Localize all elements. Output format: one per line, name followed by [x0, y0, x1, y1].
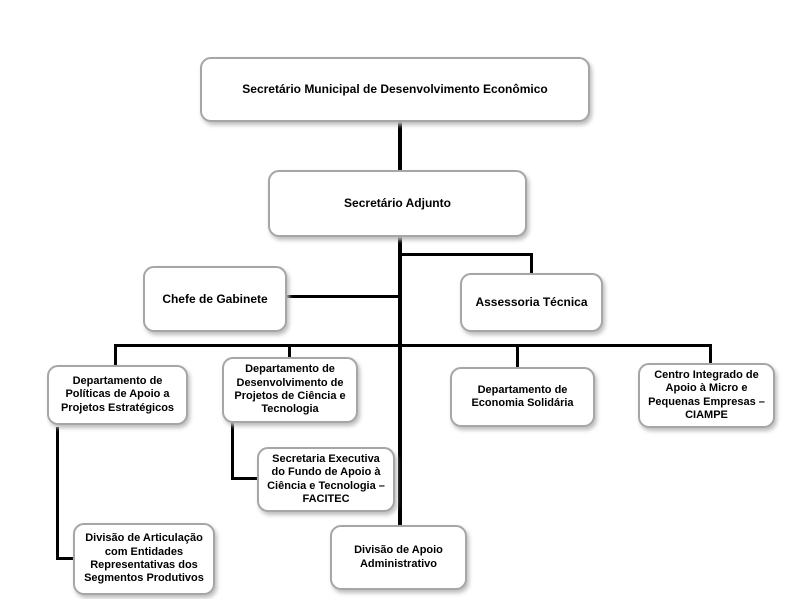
node-divisao-apoio-administrativo: Divisão de Apoio Administrativo [330, 525, 467, 590]
connector-spine-top [398, 122, 402, 172]
connector-facitec-horizontal [231, 477, 260, 480]
connector-stub-economia [516, 344, 519, 369]
node-secretario-municipal: Secretário Municipal de Desenvolvimento Econômico [200, 57, 590, 122]
connector-stub-politicas [114, 344, 117, 367]
node-dep-desenvolvimento-projetos: Departamento de Desenvolvimento de Projetos de Ciência e Tecnologia [222, 357, 358, 423]
connector-spine-main [398, 235, 402, 527]
connector-facitec-vertical [231, 423, 234, 480]
connector-departments-bus [114, 344, 712, 347]
node-divisao-articulacao: Divisão de Articulação com Entidades Representativas dos Segmentos Produtivos [73, 523, 215, 595]
connector-chefe-gabinete [285, 295, 400, 298]
node-secretario-adjunto: Secretário Adjunto [268, 170, 527, 237]
node-secretaria-facitec: Secretaria Executiva do Fundo de Apoio à Ciência e Tecnologia – FACITEC [257, 447, 395, 512]
connector-stub-ciampe [709, 344, 712, 365]
node-dep-economia-solidaria: Departamento de Economia Solidária [450, 367, 595, 427]
node-centro-ciampe: Centro Integrado de Apoio à Micro e Pequenas Empresas – CIAMPE [638, 363, 775, 428]
connector-assessoria-vertical [530, 253, 533, 275]
node-chefe-de-gabinete: Chefe de Gabinete [143, 266, 287, 332]
connector-assessoria-horizontal [400, 253, 533, 256]
node-dep-politicas-apoio: Departamento de Políticas de Apoio a Projetos Estratégicos [47, 365, 188, 425]
connector-articulacao-vertical [56, 427, 59, 560]
node-assessoria-tecnica: Assessoria Técnica [460, 273, 603, 332]
